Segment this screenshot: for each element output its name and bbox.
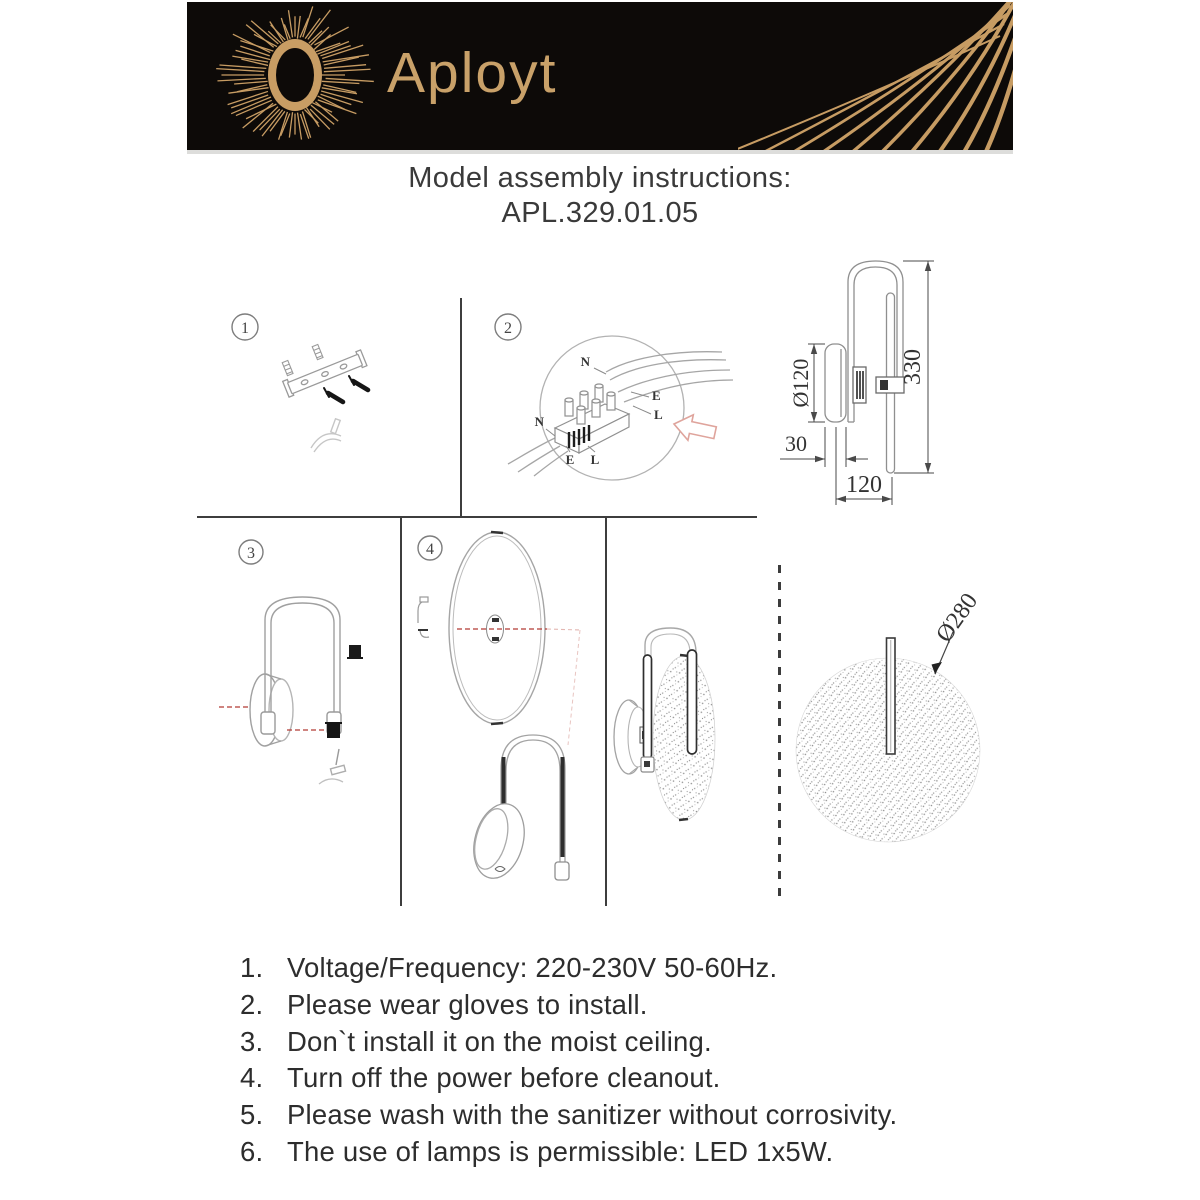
list-item-3 xyxy=(240,1024,1000,1061)
divider-vertical-top xyxy=(460,298,462,517)
wire-label-e-bottom: E xyxy=(565,452,575,467)
page-title: Model assembly instructions: xyxy=(408,162,792,194)
textured-disc xyxy=(653,656,715,820)
step2-panel xyxy=(478,300,748,515)
wall-lamp-drawing xyxy=(466,735,569,884)
wire-label-l-bottom: L xyxy=(590,452,600,467)
assembled-lamp-drawing xyxy=(614,628,715,820)
disc-front-view xyxy=(785,570,1015,900)
dimension-side-view xyxy=(768,237,1016,537)
list-text: Turn off the power before cleanout. xyxy=(287,1062,721,1094)
screw-icon xyxy=(324,376,368,402)
list-text: Please wash with the sanitizer without corrosivity. xyxy=(287,1099,898,1131)
list-item-4 xyxy=(240,1060,1000,1097)
assembled-view xyxy=(607,597,779,907)
list-text: Please wear gloves to install. xyxy=(287,988,648,1020)
list-item-2 xyxy=(240,987,1000,1024)
dim-disc-diameter: Ø280 xyxy=(931,588,984,648)
step4-panel xyxy=(402,517,604,907)
step3-badge xyxy=(239,540,263,564)
brand-logotype: Aployt xyxy=(387,41,558,105)
mounting-bracket-drawing xyxy=(282,344,368,452)
dim-total-height: 330 xyxy=(900,349,926,385)
wire-label-l-top: L xyxy=(654,407,663,422)
lamp-side-drawing xyxy=(825,261,904,473)
list-number: 1. xyxy=(240,952,264,983)
wire-label-e-top: E xyxy=(652,388,661,403)
model-number: APL.329.01.05 xyxy=(501,197,699,229)
black-clips xyxy=(325,645,363,738)
sunburst-center xyxy=(276,48,314,102)
title-block xyxy=(187,161,1013,231)
corner-rays-icon xyxy=(738,2,1013,150)
disc-drawing xyxy=(796,589,983,842)
brand-banner xyxy=(187,2,1013,150)
small-bracket-drawing xyxy=(418,597,429,637)
spare-part xyxy=(311,419,341,452)
list-text: Voltage/Frequency: 220-230V 50-60Hz. xyxy=(287,952,778,983)
list-text: Don`t install it on the moist ceiling. xyxy=(287,1025,712,1057)
step1-badge xyxy=(232,314,258,340)
dim-depth: 120 xyxy=(846,472,882,498)
step2-badge xyxy=(495,314,521,340)
red-axis-lines xyxy=(457,629,580,745)
dim-plate-diameter: Ø120 xyxy=(788,358,813,408)
step4-badge xyxy=(418,536,442,560)
list-number: 3. xyxy=(240,1025,264,1057)
list-item-6 xyxy=(240,1134,1000,1171)
list-item-1 xyxy=(240,950,1000,987)
ring-shade-drawing xyxy=(449,532,545,724)
list-item-5 xyxy=(240,1097,1000,1134)
step3-panel xyxy=(203,527,403,902)
list-number: 6. xyxy=(240,1135,264,1167)
step4-number: 4 xyxy=(426,541,434,558)
lamp-assembly-drawing xyxy=(250,597,346,784)
direction-arrow-icon xyxy=(671,411,717,445)
banner-shadow xyxy=(187,150,1013,154)
instruction-list xyxy=(240,950,1000,1171)
wire-label-n-bottom: N xyxy=(534,414,544,429)
list-number: 4. xyxy=(240,1062,264,1094)
dim-wall-offset: 30 xyxy=(785,431,807,456)
list-number: 5. xyxy=(240,1099,264,1131)
wiring-diagram xyxy=(508,336,733,480)
list-number: 2. xyxy=(240,988,264,1020)
list-text: The use of lamps is permissible: LED 1x5W. xyxy=(287,1135,834,1167)
step1-number: 1 xyxy=(241,320,249,337)
step2-number: 2 xyxy=(504,320,512,337)
wire-label-n-top: N xyxy=(580,354,590,369)
step1-panel xyxy=(205,300,455,510)
sunburst-logo-icon xyxy=(205,2,385,150)
step3-number: 3 xyxy=(247,545,255,562)
